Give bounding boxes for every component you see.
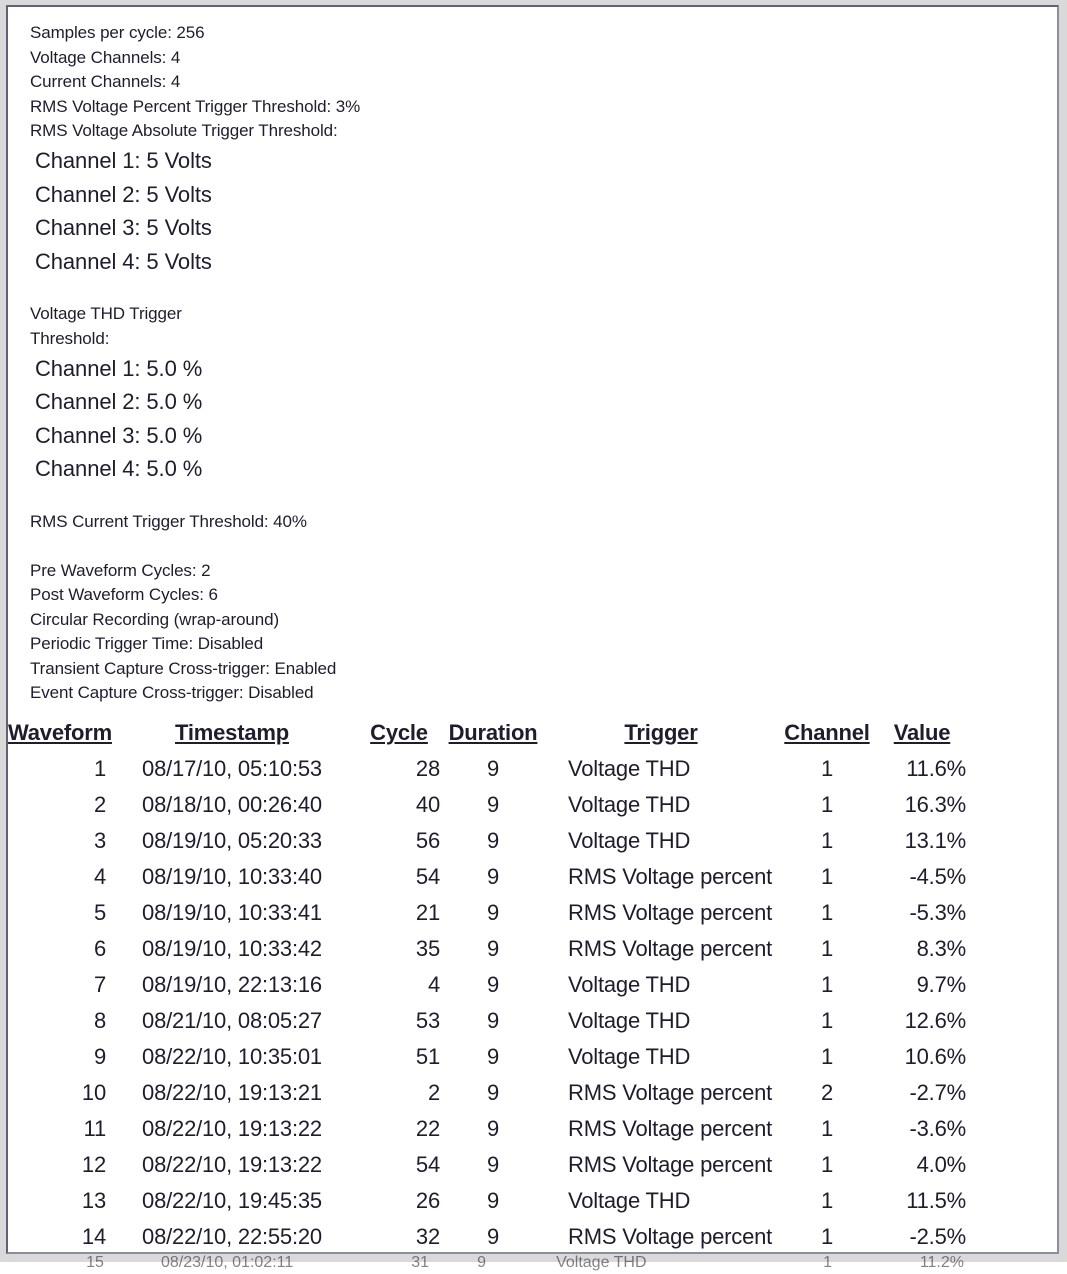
cell-waveform: 12 [81,1152,106,1178]
config-line-rms-voltage-absolute: RMS Voltage Absolute Trigger Threshold: [30,121,338,141]
cell-cycle: 54 [415,864,440,890]
cell-channel: 1 [820,1116,834,1142]
voltage-thd-heading-line-2: Threshold: [30,328,110,348]
cell-timestamp: 08/18/10, 00:26:40 [142,792,322,818]
waveform-capture-table [8,720,966,1255]
cell-timestamp: 08/21/10, 08:05:27 [142,1008,322,1034]
config-summary-block [8,21,1057,144]
cell-duration: 9 [486,864,500,890]
cell-trigger: RMS Voltage percent [568,1080,773,1106]
table-row[interactable] [8,967,966,1003]
table-header [8,720,966,751]
cell-duration: 9 [486,756,500,782]
cell-waveform: 13 [81,1188,106,1214]
voltage-absolute-channel-3: Channel 3: 5 Volts [35,215,212,241]
cell-value: 8.3% [916,936,966,962]
cell-trigger: RMS Voltage percent [568,1152,773,1178]
cell-waveform: 14 [81,1224,106,1250]
cell-trigger: Voltage THD [556,1254,647,1272]
cell-waveform: 15 [86,1254,104,1272]
cell-timestamp: 08/22/10, 19:13:21 [142,1080,322,1106]
cell-channel: 1 [820,936,834,962]
recording-line-post-waveform-cycles: Post Waveform Cycles: 6 [30,585,218,605]
cell-value: 10.6% [904,1044,966,1070]
cell-channel: 1 [820,972,834,998]
table-row[interactable] [8,751,966,787]
table-row[interactable] [8,787,966,823]
recording-line-circular-recording: Circular Recording (wrap-around) [30,609,280,629]
voltage-thd-channel-1: Channel 1: 5.0 % [35,355,203,381]
cell-timestamp: 08/19/10, 10:33:41 [142,900,322,926]
cell-value: -4.5% [909,864,966,890]
cell-value: -2.7% [909,1080,966,1106]
voltage-thd-channel-4: Channel 4: 5.0 % [35,456,203,482]
cell-value: 4.0% [916,1152,966,1178]
cell-duration: 9 [486,1188,500,1214]
cell-trigger: Voltage THD [568,792,691,818]
table-row[interactable] [8,931,966,967]
cell-cycle: 26 [415,1188,440,1214]
cell-value: 11.6% [906,756,966,782]
column-header-value[interactable]: Value [893,720,951,746]
cell-cycle: 40 [415,792,440,818]
cell-channel: 1 [823,1254,833,1272]
cell-trigger: Voltage THD [568,1188,691,1214]
cell-duration: 9 [486,1116,500,1142]
report-frame [6,5,1059,1272]
recording-line-transient-cross-trigger: Transient Capture Cross-trigger: Enabled [30,658,337,678]
cell-waveform: 8 [93,1008,106,1034]
cell-channel: 1 [820,1152,834,1178]
column-header-cycle[interactable]: Cycle [370,720,428,746]
cell-waveform: 9 [93,1044,106,1070]
cell-channel: 1 [820,900,834,926]
cell-cycle: 51 [415,1044,440,1070]
cell-channel: 1 [820,1188,834,1214]
cell-value: 9.7% [916,972,966,998]
table-row[interactable] [8,1219,966,1255]
voltage-absolute-channel-4: Channel 4: 5 Volts [35,248,212,274]
cell-duration: 9 [486,1080,500,1106]
cell-trigger: Voltage THD [568,828,691,854]
cell-trigger: RMS Voltage percent [568,900,773,926]
cell-waveform: 5 [93,900,106,926]
cell-timestamp: 08/22/10, 10:35:01 [142,1044,322,1070]
recording-line-event-cross-trigger: Event Capture Cross-trigger: Disabled [30,683,314,703]
config-line-samples-per-cycle: Samples per cycle: 256 [30,23,205,42]
cell-waveform: 7 [93,972,106,998]
cell-cycle: 32 [415,1224,440,1250]
cell-value: -5.3% [909,900,966,926]
cell-channel: 1 [820,864,834,890]
cell-waveform: 4 [93,864,106,890]
cell-trigger: Voltage THD [568,756,691,782]
recording-line-periodic-trigger-time: Periodic Trigger Time: Disabled [30,634,264,654]
cell-channel: 1 [820,756,834,782]
voltage-absolute-channel-list [8,144,1057,278]
cell-channel: 1 [820,792,834,818]
cell-cycle: 21 [415,900,440,926]
voltage-thd-channel-2: Channel 2: 5.0 % [35,389,203,415]
cell-value: 13.1% [904,828,966,854]
table-row[interactable] [8,1039,966,1075]
config-line-rms-voltage-percent: RMS Voltage Percent Trigger Threshold: 3% [30,96,361,116]
cell-trigger: RMS Voltage percent [568,864,773,890]
cell-timestamp: 08/22/10, 19:45:35 [142,1188,322,1214]
cell-waveform: 10 [81,1080,106,1106]
table-row[interactable] [8,1003,966,1039]
cell-waveform: 2 [93,792,106,818]
table-row[interactable] [8,1147,966,1183]
table-row[interactable] [8,1183,966,1219]
spacer-before-rms-current [8,486,1057,510]
table-row[interactable] [10,1254,964,1272]
cell-duration: 9 [486,1152,500,1178]
cell-trigger: RMS Voltage percent [568,1224,773,1250]
cell-timestamp: 08/19/10, 05:20:33 [142,828,322,854]
cell-duration: 9 [486,828,500,854]
table-row[interactable] [8,895,966,931]
cell-waveform: 11 [83,1116,106,1142]
cell-channel: 1 [820,1044,834,1070]
cell-trigger: Voltage THD [568,1044,691,1070]
cell-timestamp: 08/22/10, 19:13:22 [142,1152,322,1178]
cell-trigger: RMS Voltage percent [568,1116,773,1142]
config-line-current-channels: Current Channels: 4 [30,72,181,92]
rms-current-trigger-threshold: RMS Current Trigger Threshold: 40% [30,511,307,531]
cell-value: 16.3% [904,792,966,818]
table-row[interactable] [8,1075,966,1111]
column-header-duration[interactable]: Duration [448,720,538,746]
voltage-thd-heading-line-1: Voltage THD Trigger [30,304,182,324]
cell-cycle: 2 [427,1080,440,1106]
cell-waveform: 3 [93,828,106,854]
cell-cycle: 56 [415,828,440,854]
cell-timestamp: 08/22/10, 19:13:22 [142,1116,322,1142]
cell-channel: 2 [820,1080,834,1106]
cell-duration: 9 [486,1008,500,1034]
cell-cycle: 4 [427,972,440,998]
table-body [8,751,966,1255]
cell-timestamp: 08/22/10, 22:55:20 [142,1224,322,1250]
cell-channel: 1 [820,1008,834,1034]
cell-value: 12.6% [904,1008,966,1034]
cell-cycle: 28 [415,756,440,782]
cell-duration: 9 [486,900,500,926]
table-row[interactable] [8,823,966,859]
cell-timestamp: 08/23/10, 01:02:11 [160,1254,294,1272]
cell-duration: 9 [486,1224,500,1250]
voltage-absolute-channel-2: Channel 2: 5 Volts [35,181,212,207]
cell-value: 11.2% [919,1254,964,1272]
column-header-waveform[interactable]: Waveform [8,720,112,746]
cell-cycle: 53 [415,1008,440,1034]
cell-value: -2.5% [909,1224,966,1250]
cell-trigger: RMS Voltage percent [568,936,773,962]
cell-value: 11.5% [906,1188,966,1214]
cell-trigger: Voltage THD [568,1008,691,1034]
table-row[interactable] [8,1111,966,1147]
voltage-absolute-channel-1: Channel 1: 5 Volts [35,147,212,173]
voltage-thd-channel-3: Channel 3: 5.0 % [35,422,203,448]
cell-timestamp: 08/19/10, 22:13:16 [142,972,322,998]
table-row[interactable] [8,859,966,895]
cell-duration: 9 [486,972,500,998]
config-line-voltage-channels: Voltage Channels: 4 [30,47,181,67]
cell-cycle: 54 [415,1152,440,1178]
cell-channel: 1 [820,1224,834,1250]
cell-waveform: 1 [93,756,106,782]
report-page [8,7,1057,1272]
spacer-before-recording-settings [8,535,1057,559]
column-header-trigger[interactable]: Trigger [624,720,698,746]
cell-timestamp: 08/19/10, 10:33:40 [142,864,322,890]
clipped-table-row [8,1252,966,1274]
cell-channel: 1 [820,828,834,854]
cell-duration: 9 [477,1254,487,1272]
recording-settings-block [8,559,1057,707]
cell-cycle: 22 [415,1116,440,1142]
cell-timestamp: 08/17/10, 05:10:53 [142,756,322,782]
cell-duration: 9 [486,792,500,818]
cell-cycle: 35 [415,936,440,962]
cell-timestamp: 08/19/10, 10:33:42 [142,936,322,962]
cell-waveform: 6 [93,936,106,962]
report-scroll-area[interactable] [8,7,1057,1272]
voltage-thd-block [8,302,1057,486]
column-header-channel[interactable]: Channel [784,720,870,746]
cell-duration: 9 [486,1044,500,1070]
cell-cycle: 31 [411,1254,430,1272]
cell-trigger: Voltage THD [568,972,691,998]
recording-line-pre-waveform-cycles: Pre Waveform Cycles: 2 [30,560,211,580]
cell-value: -3.6% [909,1116,966,1142]
column-header-timestamp[interactable]: Timestamp [175,720,289,746]
cell-duration: 9 [486,936,500,962]
spacer-after-voltage-absolute [8,278,1057,302]
table-header-row [8,720,966,751]
